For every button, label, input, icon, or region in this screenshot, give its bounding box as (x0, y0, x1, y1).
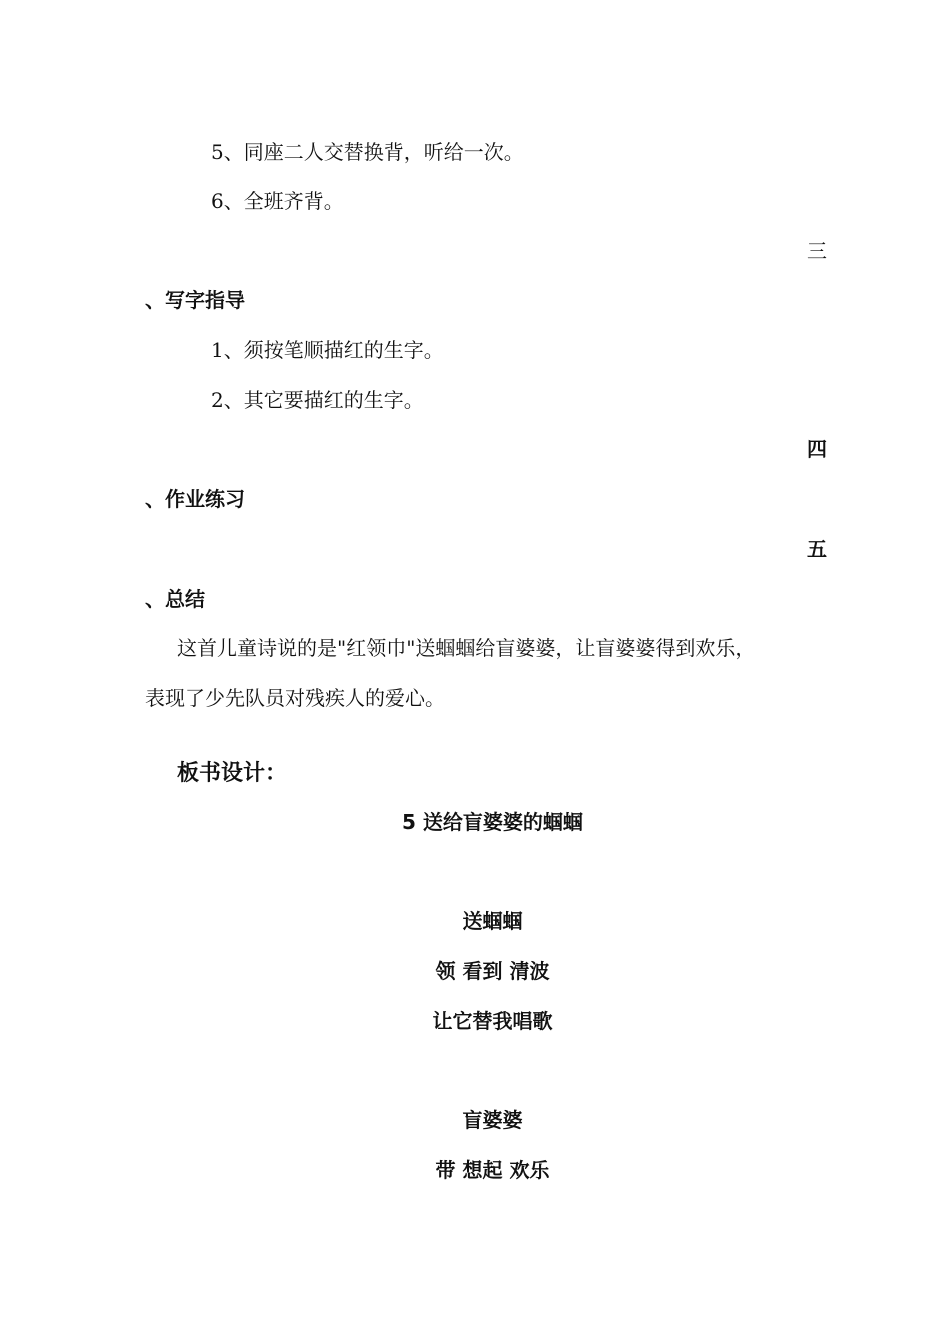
board-group-1-line-1: 送蝈蝈 (462, 909, 523, 933)
section-5-title: 、总结 (145, 587, 205, 611)
board-title: 5 送给盲婆婆的蝈蝈 (402, 810, 583, 834)
step-5-text: 5、同座二人交替换背，听给一次。 (211, 140, 524, 164)
board-design-heading: 板书设计： (177, 761, 288, 786)
board-group-2-line-1: 盲婆婆 (462, 1108, 523, 1132)
section-3-numeral: 三 (807, 239, 827, 263)
section-3-title: 、写字指导 (145, 288, 245, 312)
section-4-numeral: 四 (807, 437, 827, 461)
board-group-1-line-3: 让它替我唱歌 (432, 1009, 553, 1033)
board-group-2-line-2: 带 想起 欢乐 (435, 1158, 550, 1182)
step-6-text: 6、全班齐背。 (211, 189, 344, 213)
section-5-numeral: 五 (807, 537, 827, 561)
summary-paragraph-line-1: 这首儿童诗说的是"红领巾"送蝈蝈给盲婆婆，让盲婆婆得到欢乐， (177, 636, 756, 660)
section-4-title: 、作业练习 (145, 487, 245, 511)
summary-paragraph-line-2: 表现了少先队员对残疾人的爱心。 (145, 686, 445, 710)
section-3-item-2: 2、其它要描红的生字。 (211, 388, 424, 412)
board-group-1-line-2: 领 看到 清波 (435, 959, 550, 983)
section-3-item-1: 1、须按笔顺描红的生字。 (211, 338, 444, 362)
